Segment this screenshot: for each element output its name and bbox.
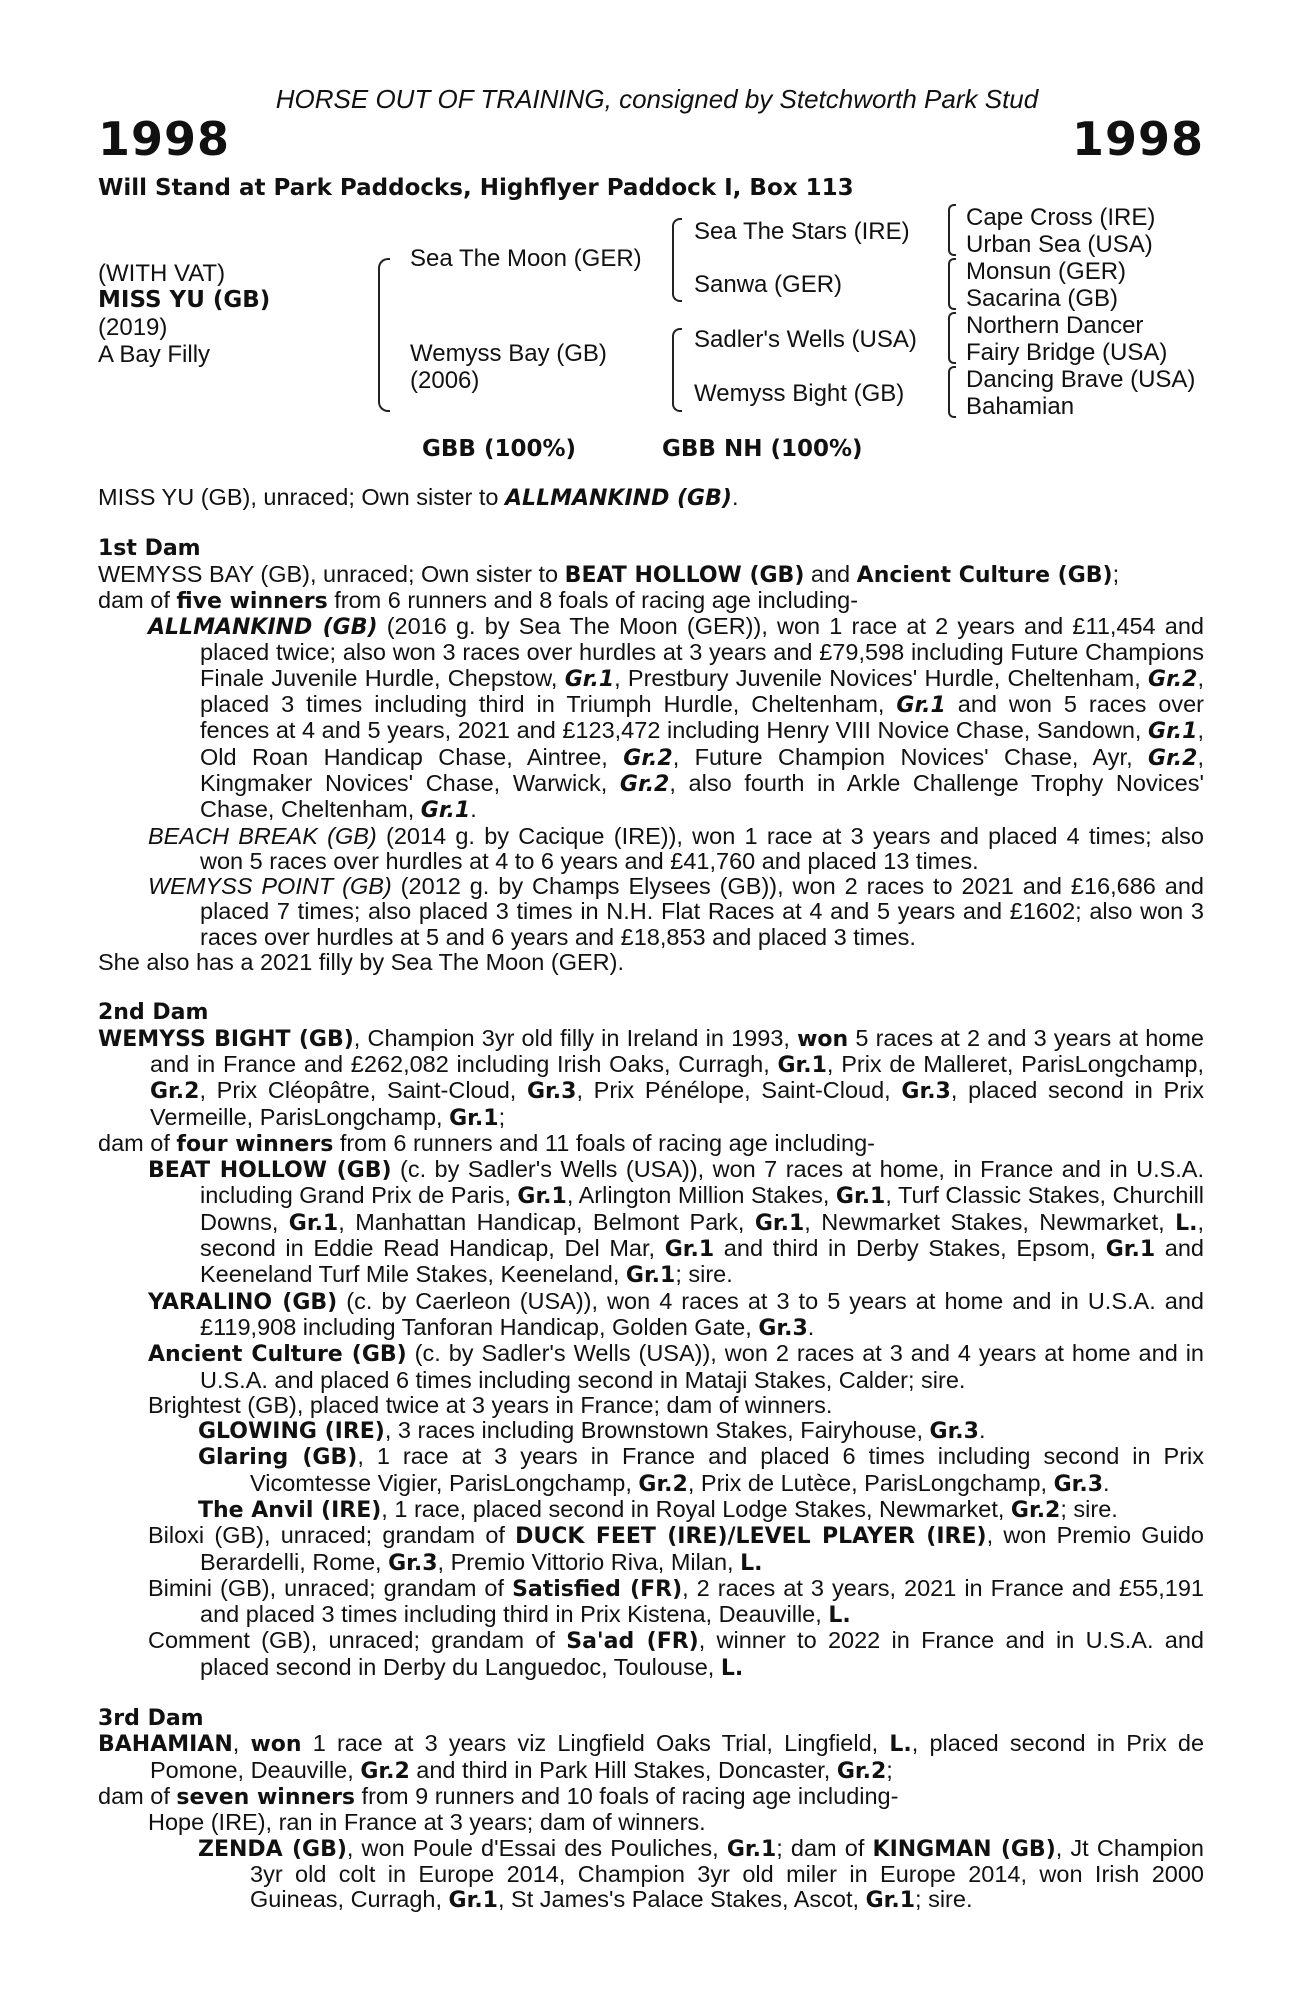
pedigree-dsd: Fairy Bridge (USA) (966, 339, 1168, 366)
pedigree-brace-dd (948, 366, 956, 418)
catalogue-body (98, 485, 1204, 1913)
second-dam-heading: 2nd Dam (98, 1000, 209, 1026)
pedigree-ssd: Urban Sea (USA) (966, 231, 1153, 258)
second-dam-progeny-biloxi: Biloxi (GB), unraced; grandam of DUCK FEET (IRE)/LEVEL PLAYER (IRE), won Premio Guido Berardelli, Rome, Gr.3, Premio Vittorio Riva, Milan, L. (148, 1522, 1204, 1576)
second-dam-progeny-beat-hollow: BEAT HOLLOW (GB) (c. by Sadler's Wells (USA)), won 7 races at home, in France and in U.S.A. including Grand Prix de Paris, Gr.1, Arlington Million Stakes, Gr.1, Turf Classic Stakes, Churchill Downs, Gr.1, Manhattan Handicap, Belmont Park, Gr.1, Newmarket Stakes, Newmarket, L., second in Eddie Read Handicap, Del Mar, Gr.1 and third in Derby Stakes, Epsom, Gr.1 and Keeneland Turf Mile Stakes, Keeneland, Gr.1; sire. (148, 1156, 1205, 1289)
third-dam-progeny-hope: Hope (IRE), ran in France at 3 years; dam of winners. (148, 1809, 706, 1836)
pedigree-brace-ds (948, 312, 956, 364)
grandprogeny-the-anvil: The Anvil (IRE), 1 race, placed second in Royal Lodge Stakes, Newmarket, Gr.2; sire. (198, 1495, 1118, 1523)
pedigree-dam-dam: Wemyss Bight (GB) (694, 380, 905, 407)
pedigree-brace-sd (948, 258, 956, 310)
pedigree-sire: Sea The Moon (GER) (410, 245, 642, 272)
pedigree-brace-sire (672, 218, 682, 302)
pedigree-dss: Northern Dancer (966, 312, 1144, 339)
horse-year: (2019) (98, 314, 168, 341)
second-dam-progeny-bimini: Bimini (GB), unraced; grandam of Satisfied (FR), 2 races at 3 years, 2021 in France and £55,191 and placed 3 times including third in Prix Kistena, Deauville, L. (148, 1574, 1204, 1629)
vat-note: (WITH VAT) (98, 260, 226, 287)
third-dam-intro: BAHAMIAN, won 1 race at 3 years viz Lingfield Oaks Trial, Lingfield, L., placed second in Prix de Pomone, Deauville, Gr.2 and third in Park Hill Stakes, Doncaster, Gr.2; (98, 1730, 1205, 1784)
second-dam-progeny-brightest: Brightest (GB), placed twice at 3 years in France; dam of winners. (148, 1391, 833, 1418)
horse-description: A Bay Filly (98, 341, 211, 368)
pedigree-ddd: Bahamian (966, 393, 1075, 420)
second-dam-progeny-yaralino: YARALINO (GB) (c. by Caerleon (USA)), won 4 races at 3 to 5 years at home and in U.S.A. and £119,908 including Tanforan Handicap, Golden Gate, Gr.3. (148, 1287, 1204, 1341)
pedigree-dds: Dancing Brave (USA) (966, 366, 1196, 393)
pedigree-dam-sire: Sadler's Wells (USA) (694, 326, 917, 353)
second-dam-intro: WEMYSS BIGHT (GB), Champion 3yr old filly in Ireland in 1993, won 5 races at 2 and 3 years at home and in France and £262,082 including Irish Oaks, Curragh, Gr.1, Prix de Malleret, ParisLongchamp, Gr.2, Prix Cléopâtre, Saint-Cloud, Gr.3, Prix Pénélope, Saint-Cloud, Gr.3, placed second in Prix Vermeille, ParisLongchamp, Gr.1; (98, 1024, 1205, 1131)
first-dam-progeny-allmankind: ALLMANKIND (GB) (2016 g. by Sea The Moon (GER)), won 1 race at 2 years and £11,454 and placed twice; also won 3 races over hurdles at 3 years and £79,598 including Future Champions Finale Juvenile Hurdle, Chepstow, Gr.1, Prestbury Juvenile Novices' Hurdle, Cheltenham, Gr.2, placed 3 times including third in Triumph Hurdle, Cheltenham, Gr.1 and won 5 races over fences at 4 and 5 years, 2021 and £123,472 including Henry VIII Novice Chase, Sandown, Gr.1, Old Roan Handicap Chase, Aintree, Gr.2, Future Champion Novices' Chase, Ayr, Gr.2, Kingmaker Novices' Chase, Warwick, Gr.2, also fourth in Arkle Challenge Trophy Novices' Chase, Cheltenham, Gr.1. (148, 613, 1204, 824)
pedigree-brace-main (378, 258, 390, 412)
pedigree-sire-dam: Sanwa (GER) (694, 271, 843, 298)
pedigree-sss: Cape Cross (IRE) (966, 204, 1156, 231)
pedigree-brace-dam (672, 328, 682, 412)
grandprogeny-zenda: ZENDA (GB), won Poule d'Essai des Pouliches, Gr.1; dam of KINGMAN (GB), Jt Champion 3yr old colt in Europe 2014, Champion 3yr old miler in Europe 2014, won Irish 2000 Guineas, Curragh, Gr.1, St James's Palace Stakes, Ascot, Gr.1; sire. (198, 1834, 1204, 1914)
lot-number-left: 1998 (98, 112, 231, 166)
second-dam-progeny-comment: Comment (GB), unraced; grandam of Sa'ad (FR), winner to 2022 in France and in U.S.A. and placed second in Derby du Languedoc, Toulouse, L. (148, 1627, 1204, 1681)
third-dam-heading: 3rd Dam (98, 1706, 204, 1732)
pedigree-sds: Monsun (GER) (966, 258, 1127, 285)
gbb-nh-rating: GBB NH (100%) (662, 436, 863, 462)
first-dam-progeny-beach-break: BEACH BREAK (GB) (2014 g. by Cacique (IRE)), won 1 race at 3 years and placed 4 times; also won 5 races over hurdles at 4 to 6 years and £41,760 and placed 13 times. (148, 822, 1205, 874)
stand-location: Will Stand at Park Paddocks, Highflyer Paddock I, Box 113 (98, 175, 854, 201)
first-dam-intro: WEMYSS BAY (GB), unraced; Own sister to BEAT HOLLOW (GB) and Ancient Culture (GB); (98, 560, 1120, 588)
second-dam-record: dam of four winners from 6 runners and 11 foals of racing age including- (98, 1129, 875, 1157)
first-dam-progeny-wemyss-point: WEMYSS POINT (GB) (2012 g. by Champs Elysees (GB)), won 2 races to 2021 and £16,686 and placed 7 times; also placed 3 times in N.H. Flat Races at 4 and 5 years and £1602; also won 3 races over hurdles at 5 and 6 years and £18,853 and placed 3 times. (148, 873, 1204, 950)
intro-line: MISS YU (GB), unraced; Own sister to ALLMANKIND (GB). (98, 484, 739, 511)
first-dam-foal-note: She also has a 2021 filly by Sea The Moon (GER). (98, 949, 624, 976)
first-dam-heading: 1st Dam (98, 536, 201, 562)
pedigree-dam-year: (2006) (410, 367, 480, 394)
pedigree-sdd: Sacarina (GB) (966, 285, 1119, 312)
horse-name: MISS YU (GB) (98, 287, 271, 313)
pedigree-sire-sire: Sea The Stars (IRE) (694, 218, 910, 245)
pedigree-dam: Wemyss Bay (GB) (410, 340, 607, 367)
lot-number-right: 1998 (1071, 112, 1204, 166)
grandprogeny-glowing: GLOWING (IRE), 3 races including Brownstown Stakes, Fairyhouse, Gr.3. (198, 1417, 986, 1445)
third-dam-record: dam of seven winners from 9 runners and 10 foals of racing age including- (98, 1782, 899, 1810)
gbb-rating: GBB (100%) (422, 436, 577, 462)
pedigree-brace-ss (948, 204, 956, 256)
second-dam-progeny-ancient-culture: Ancient Culture (GB) (c. by Sadler's Wells (USA)), won 2 races at 3 and 4 years at home and in U.S.A. and placed 6 times including second in Mataji Stakes, Calder; sire. (148, 1340, 1204, 1393)
grandprogeny-glaring: Glaring (GB), 1 race at 3 years in France and placed 6 times including second in Prix Vicomtesse Vigier, ParisLongchamp, Gr.2, Prix de Lutèce, ParisLongchamp, Gr.3. (198, 1443, 1204, 1497)
first-dam-record: dam of five winners from 6 runners and 8 foals of racing age including- (98, 586, 859, 614)
page-subtitle: HORSE OUT OF TRAINING, consigned by Stetchworth Park Stud (275, 84, 1039, 114)
